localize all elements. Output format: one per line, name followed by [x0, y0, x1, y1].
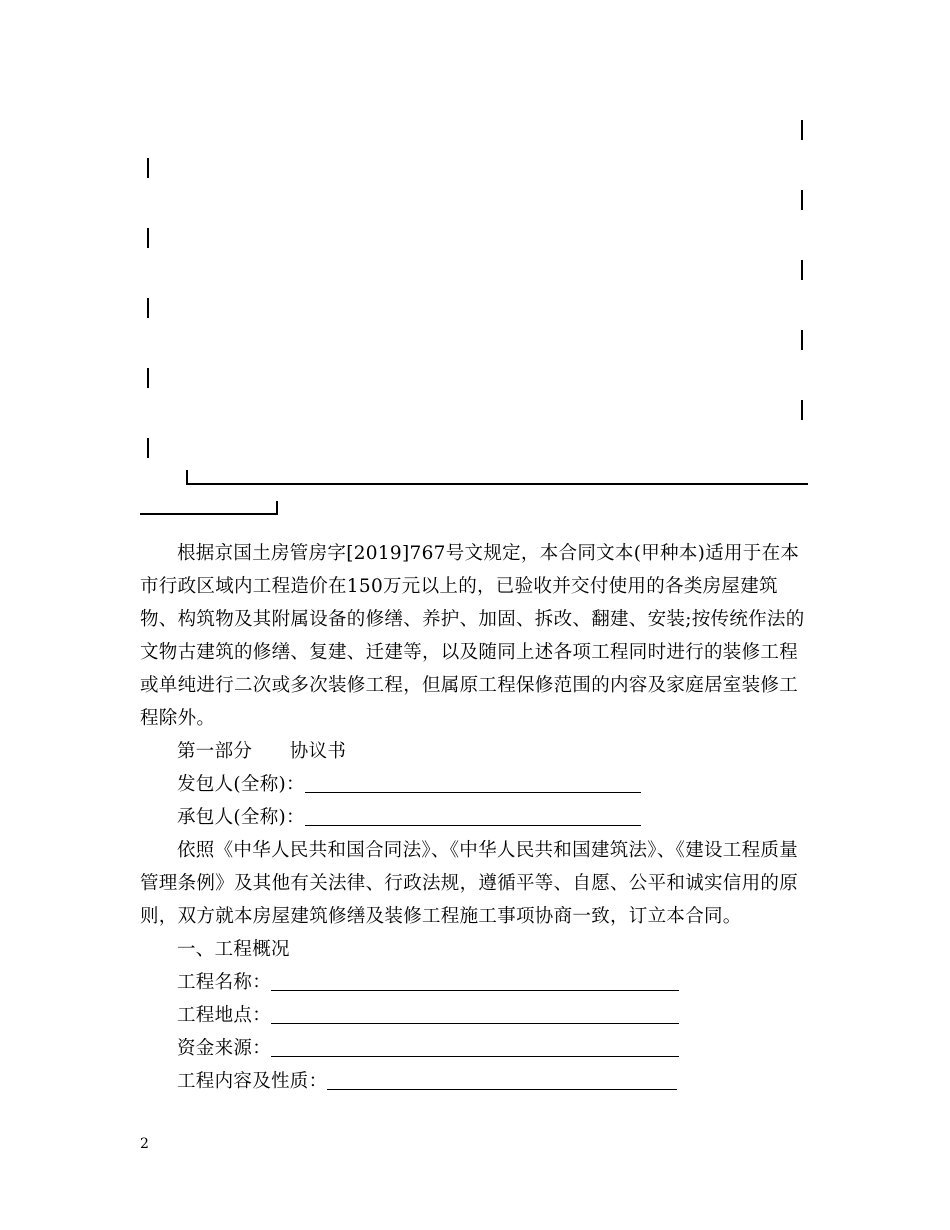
project-location-label: 工程地点：: [177, 1005, 272, 1026]
project-scope-blank[interactable]: [327, 1067, 677, 1090]
contractor-blank[interactable]: [305, 803, 641, 826]
part-one-heading: 第一部分 协议书: [177, 741, 347, 762]
table-left-border: [147, 368, 149, 388]
project-name-field: [140, 966, 810, 999]
table-right-border: [801, 330, 803, 350]
table-right-border: [801, 190, 803, 210]
funding-source-label: 资金来源：: [177, 1038, 272, 1059]
table-left-border: [147, 438, 149, 458]
table-right-border: [801, 120, 803, 140]
project-location-field: [140, 999, 810, 1032]
funding-source-field: [140, 1032, 810, 1065]
table-bottom-left-corner: [186, 470, 188, 484]
table-right-border: [801, 260, 803, 280]
project-name-label: 工程名称：: [177, 972, 272, 993]
project-scope-field: [140, 1065, 810, 1098]
project-name-blank[interactable]: [271, 968, 679, 991]
contractor-label: 承包人(全称)：: [177, 807, 305, 828]
project-scope-label: 工程内容及性质：: [177, 1071, 328, 1092]
table-bottom-border-continued: [140, 513, 278, 515]
table-bottom-right-corner: [276, 501, 278, 515]
employer-field: [140, 768, 810, 801]
employer-blank[interactable]: [305, 770, 641, 793]
table-left-border: [147, 298, 149, 318]
table-bottom-border: [186, 483, 808, 485]
contract-text: [140, 537, 810, 1098]
table-left-border: [147, 228, 149, 248]
intro-paragraph: 根据京国土房管房字[2019]767号文规定，本合同文本(甲种本)适用于在本市行政区域内工程造价在150万元以上的，已验收并交付使用的各类房屋建筑物、构筑物及其附属设备的修缮、养护、加固、拆改、翻建、安装;按传统作法的文物古建筑的修缮、复建、迁建等，以及随同上述各项工程同时进行的装修工程或单纯进行二次或多次装修工程，但属原工程保修范围的内容及家庭居室装修工程除外。: [140, 543, 805, 729]
employer-label: 发包人(全称)：: [177, 774, 305, 795]
contractor-field: [140, 801, 810, 834]
basis-paragraph: 依照《中华人民共和国合同法》、《中华人民共和国建筑法》、《建设工程质量管理条例》及其他有关法律、行政法规，遵循平等、自愿、公平和诚实信用的原则，双方就本房屋建筑修缮及装修工程施工事项协商一致，订立本合同。: [140, 840, 799, 927]
table-left-border: [147, 158, 149, 178]
page-number: 2: [140, 1136, 149, 1152]
section-one-heading: 一、工程概况: [177, 939, 290, 960]
funding-source-blank[interactable]: [271, 1034, 679, 1057]
table-right-border: [801, 400, 803, 420]
project-location-blank[interactable]: [271, 1001, 679, 1024]
